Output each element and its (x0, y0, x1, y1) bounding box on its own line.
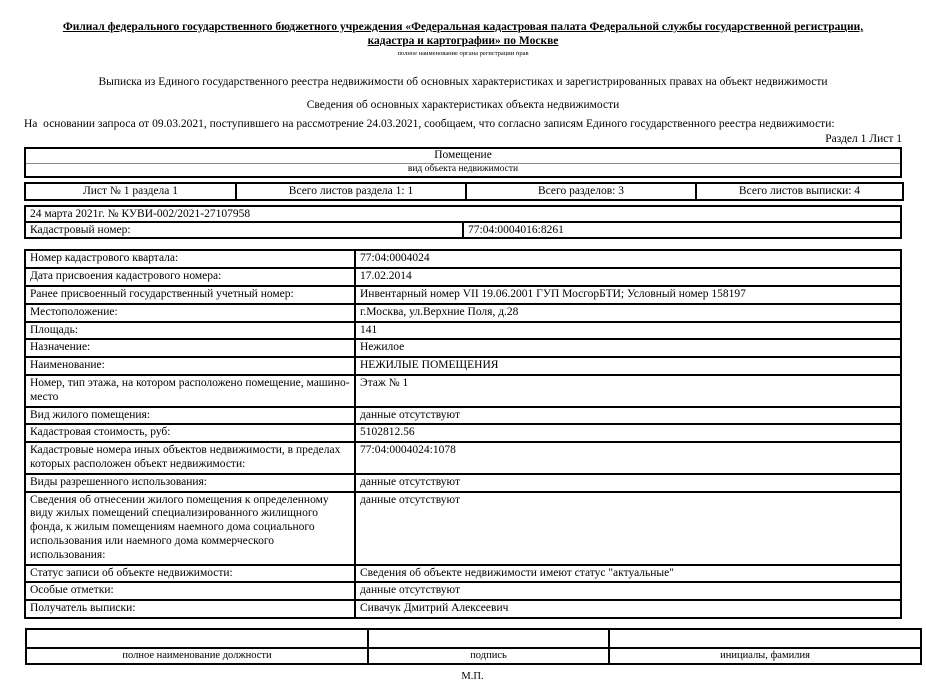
issue-date-row (25, 206, 901, 222)
attribute-value: данные отсутствуют (355, 474, 901, 492)
attribute-label: Номер, тип этажа, на котором расположено помещение, машино-место (25, 375, 355, 407)
attribute-label: Дата присвоения кадастрового номера: (25, 268, 355, 286)
object-kind-caption: вид объекта недвижимости (407, 163, 519, 174)
attribute-value: данные отсутствуют (355, 407, 901, 425)
attributes-table (24, 249, 902, 619)
sheet-info-row (25, 183, 903, 200)
attribute-value: 5102812.56 (355, 424, 901, 442)
org-name-caption: полное наименование органа регистрации прав (397, 49, 529, 57)
attribute-row (25, 339, 901, 357)
attribute-row (25, 474, 901, 492)
attribute-value: 17.02.2014 (355, 268, 901, 286)
attribute-row (25, 322, 901, 340)
initials-label: инициалы, фамилия (609, 648, 921, 664)
attribute-label: Назначение: (25, 339, 355, 357)
attribute-label: Сведения об отнесении жилого помещения к определенному виду жилых помещений специализированного жилищного фонда, к жилым помещениям наемного дома социального использования или наемного дома коммерческого использования: (25, 492, 355, 565)
request-line: На основании запроса от 09.03.2021, поступившего на рассмотрение 24.03.2021, сообщаем, что согласно записям Единого государственного реестра недвижимости: (24, 118, 835, 131)
attribute-row (25, 442, 901, 474)
attribute-row (25, 582, 901, 600)
object-kind-caption-row (25, 163, 901, 177)
attribute-value: Инвентарный номер VII 19.06.2001 ГУП МосгорБТИ; Условный номер 158197 (355, 286, 901, 304)
attribute-label: Номер кадастрового квартала: (25, 250, 355, 268)
sheet-info-table (24, 182, 904, 201)
doc-title: Выписка из Единого государственного реестра недвижимости об основных характеристиках и зарегистрированных правах на объект недвижимости (98, 76, 828, 89)
attribute-label: Местоположение: (25, 304, 355, 322)
attribute-value: 141 (355, 322, 901, 340)
cadastral-number-row (25, 222, 901, 238)
attribute-value: Нежилое (355, 339, 901, 357)
attribute-label: Наименование: (25, 357, 355, 375)
attribute-value: Сведения об объекте недвижимости имеют статус "актуальные" (355, 565, 901, 583)
attribute-value: г.Москва, ул.Верхние Поля, д.28 (355, 304, 901, 322)
attribute-value: Этаж № 1 (355, 375, 901, 407)
attribute-row (25, 375, 901, 407)
cadastral-number-label: Кадастровый номер: (25, 222, 463, 238)
attribute-row (25, 407, 901, 425)
signature-cell (368, 629, 609, 648)
attribute-value: данные отсутствуют (355, 582, 901, 600)
attribute-value: Сивачук Дмитрий Алексеевич (355, 600, 901, 618)
signature-empty-row (26, 629, 921, 648)
attribute-label: Вид жилого помещения: (25, 407, 355, 425)
total-sheets-cell: Всего листов выписки: 4 (696, 183, 903, 200)
signature-label: подпись (368, 648, 609, 664)
sheet-number-cell: Лист № 1 раздела 1 (25, 183, 236, 200)
page-marker: Раздел 1 Лист 1 (825, 133, 902, 146)
sheets-in-section-cell: Всего листов раздела 1: 1 (236, 183, 466, 200)
section-subtitle: Сведения об основных характеристиках объекта недвижимости (306, 99, 620, 112)
attribute-value: НЕЖИЛЫЕ ПОМЕЩЕНИЯ (355, 357, 901, 375)
attribute-label: Виды разрешенного использования: (25, 474, 355, 492)
attribute-value: данные отсутствуют (355, 492, 901, 565)
attribute-row (25, 492, 901, 565)
org-name-heading: Филиал федерального государственного бюджетного учреждения «Федеральная кадастровая палата Федеральной службы государственной регистрации, кадастра и картографии» по Москве (62, 21, 864, 47)
signature-label-row (26, 648, 921, 664)
attribute-label: Особые отметки: (25, 582, 355, 600)
attribute-label: Получатель выписки: (25, 600, 355, 618)
signature-table (25, 628, 922, 665)
attribute-row (25, 286, 901, 304)
attribute-label: Кадастровые номера иных объектов недвижимости, в пределах которых расположен объект недвижимости: (25, 442, 355, 474)
stamp-label: М.П. (461, 671, 484, 682)
attribute-value: 77:04:0004024 (355, 250, 901, 268)
attribute-row (25, 268, 901, 286)
attribute-row (25, 357, 901, 375)
attribute-label: Ранее присвоенный государственный учетный номер: (25, 286, 355, 304)
position-signature-cell (26, 629, 368, 648)
initials-cell (609, 629, 921, 648)
attribute-row (25, 565, 901, 583)
object-kind-value: Помещение (25, 148, 901, 163)
total-sections-cell: Всего разделов: 3 (466, 183, 696, 200)
attribute-label: Площадь: (25, 322, 355, 340)
cadastral-number-value: 77:04:0004016:8261 (463, 222, 901, 238)
attribute-value: 77:04:0004024:1078 (355, 442, 901, 474)
object-kind-value-row (25, 148, 901, 163)
attribute-row (25, 424, 901, 442)
issue-table (24, 205, 902, 239)
attribute-label: Статус записи об объекте недвижимости: (25, 565, 355, 583)
attribute-row (25, 600, 901, 618)
attribute-row (25, 304, 901, 322)
attribute-row (25, 250, 901, 268)
attribute-label: Кадастровая стоимость, руб: (25, 424, 355, 442)
object-kind-table (24, 147, 902, 178)
issue-date-number: 24 марта 2021г. № КУВИ-002/2021-27107958 (25, 206, 901, 222)
position-label: полное наименование должности (26, 648, 368, 664)
